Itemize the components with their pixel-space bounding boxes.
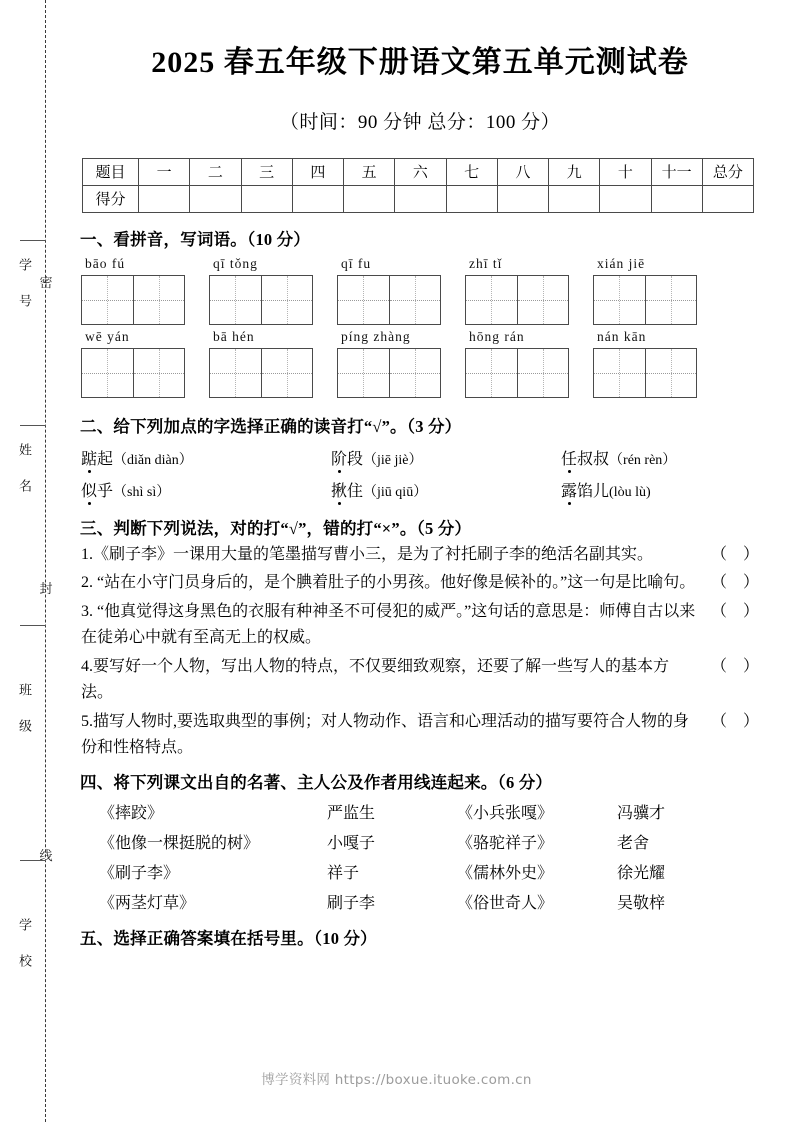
- pronunciation-row-2: [81, 478, 765, 501]
- matching-text-title[interactable]: 《刷子李》: [99, 864, 180, 882]
- tianzige-box[interactable]: [81, 348, 185, 398]
- word-rest: 起: [97, 450, 114, 468]
- field-rule-banji: [20, 625, 46, 626]
- score-input-4[interactable]: [292, 185, 343, 212]
- tianzige-cell[interactable]: [466, 276, 517, 324]
- pinyin-label: píng zhàng: [341, 328, 411, 344]
- pinyin-group: [337, 329, 441, 398]
- judgement-text: 1.《刷子李》一课用大量的笔墨描写曹小三，是为了衬托刷子李的绝活名副其实。: [81, 545, 654, 563]
- section-heading-4: 四、将下列课文出自的名著、主人公及作者用线连起来。（6 分）: [80, 772, 553, 792]
- section-heading-5: 五、选择正确答案填在括号里。（10 分）: [80, 928, 377, 948]
- pinyin-label: qī tǒng: [213, 255, 258, 271]
- seal-char-xian: 线: [39, 848, 53, 863]
- seal-char-feng: 封: [39, 581, 53, 596]
- dotted-char: 揪: [331, 478, 347, 501]
- tianzige-cell[interactable]: [594, 349, 645, 397]
- score-input-9[interactable]: [549, 185, 600, 212]
- pinyin-label: nán kān: [597, 328, 647, 344]
- field-rule-xuehao: [20, 240, 46, 241]
- tianzige-box[interactable]: [337, 348, 441, 398]
- pronunciation-row-1: [81, 446, 765, 469]
- judgement-text: 2. “站在小守门员身后的，是个腆着肚子的小男孩。他好像是候补的。”这一句是比喻句。: [81, 574, 696, 592]
- tianzige-cell[interactable]: [261, 349, 313, 397]
- matching-row: [99, 830, 759, 853]
- score-col-11: 十一: [651, 158, 702, 185]
- pinyin-label: wē yán: [85, 328, 130, 344]
- word-rest: 乎: [97, 482, 114, 500]
- pinyin-group: [465, 329, 569, 398]
- score-input-1[interactable]: [139, 185, 190, 212]
- matching-character[interactable]: 小嘎子: [327, 834, 376, 852]
- tianzige-box[interactable]: [81, 275, 185, 325]
- field-label-xuexiao: 学 校: [17, 918, 32, 971]
- pinyin-label: bā hén: [213, 328, 255, 344]
- pinyin-group: [209, 256, 313, 325]
- judgement-text: 5.描写人物时,要选取典型的事例；对人物动作、语言和心理活动的描写要符合人物的身份和性格特点。: [81, 712, 690, 756]
- word-rest: 住: [347, 482, 364, 500]
- pinyin-label: hōng rán: [469, 328, 525, 344]
- score-col-6: 六: [395, 158, 446, 185]
- word-rest: 叔叔: [577, 450, 610, 468]
- tianzige-cell[interactable]: [338, 276, 389, 324]
- pronunciation-item[interactable]: [81, 446, 331, 469]
- tianzige-cell[interactable]: [645, 349, 697, 397]
- dotted-char: 任: [561, 446, 577, 469]
- score-col-8: 八: [497, 158, 548, 185]
- score-input-7[interactable]: [446, 185, 497, 212]
- score-col-7: 七: [446, 158, 497, 185]
- matching-book[interactable]: 《俗世奇人》: [457, 894, 554, 912]
- seal-margin: [0, 0, 62, 1122]
- pinyin-label: qī fu: [341, 255, 372, 271]
- dotted-char: 露: [561, 478, 577, 501]
- answer-bracket[interactable]: （ ）: [710, 603, 765, 621]
- score-input-3[interactable]: [241, 185, 292, 212]
- section-heading-1: 一、看拼音，写词语。（10 分）: [80, 229, 311, 249]
- footer-watermark: 博学资料网 https://boxue.ituoke.com.cn: [261, 1072, 532, 1088]
- matching-book[interactable]: 《小兵张嘎》: [457, 804, 554, 822]
- answer-bracket[interactable]: （ ）: [710, 712, 765, 730]
- matching-author[interactable]: 吴敬梓: [617, 894, 666, 912]
- pinyin-group: [81, 256, 185, 325]
- tianzige-cell[interactable]: [210, 349, 261, 397]
- matching-text-title[interactable]: 《两茎灯草》: [99, 894, 196, 912]
- judgement-item: [81, 709, 765, 761]
- tianzige-cell[interactable]: [261, 276, 313, 324]
- pinyin-group: [337, 256, 441, 325]
- tianzige-cell[interactable]: [82, 276, 133, 324]
- judgement-text: 4.要写好一个人物，写出人物的特点，不仅要细致观察，还要了解一些写人的基本方法。: [81, 658, 670, 702]
- tianzige-cell[interactable]: [466, 349, 517, 397]
- field-label-xuehao: 学 号: [17, 258, 32, 311]
- score-input-10[interactable]: [600, 185, 651, 212]
- score-row-label-defen: 得分: [83, 185, 139, 212]
- score-col-10: 十: [600, 158, 651, 185]
- pinyin-group: [209, 329, 313, 398]
- pinyin-group: [593, 256, 697, 325]
- pinyin-group: [81, 329, 185, 398]
- seal-dashed-line: [45, 0, 46, 1122]
- field-rule-xuexiao: [20, 860, 46, 861]
- matching-row: [99, 800, 759, 823]
- tianzige-box[interactable]: [593, 348, 697, 398]
- pinyin-writing-block: [81, 256, 765, 398]
- tianzige-cell[interactable]: [389, 349, 441, 397]
- tianzige-box[interactable]: [593, 275, 697, 325]
- matching-row: [99, 860, 759, 883]
- score-input-2[interactable]: [190, 185, 241, 212]
- pronunciation-item[interactable]: [561, 446, 676, 469]
- judgement-text: 3. “他真觉得这身黑色的衣服有种神圣不可侵犯的威严。”这句话的意思是：师傅自古以来在徒弟心中就有至高无上的权威。: [81, 603, 696, 647]
- judgement-block: [81, 542, 765, 761]
- score-input-8[interactable]: [497, 185, 548, 212]
- dotted-char: 踮: [81, 446, 97, 469]
- pronunciation-choice-block: [81, 446, 765, 501]
- tianzige-cell[interactable]: [82, 349, 133, 397]
- dotted-char: 似: [81, 478, 97, 501]
- pronunciation-item[interactable]: [81, 478, 331, 501]
- score-input-6[interactable]: [395, 185, 446, 212]
- matching-author[interactable]: 冯骥才: [617, 804, 666, 822]
- tianzige-cell[interactable]: [517, 349, 569, 397]
- pinyin-row-2: [81, 329, 765, 398]
- table-row: [83, 158, 754, 185]
- tianzige-box[interactable]: [465, 348, 569, 398]
- matching-book[interactable]: 《骆驼祥子》: [457, 834, 554, 852]
- score-input-11[interactable]: [651, 185, 702, 212]
- tianzige-cell[interactable]: [210, 276, 261, 324]
- tianzige-cell[interactable]: [389, 276, 441, 324]
- pinyin-label: zhī tǐ: [469, 255, 503, 271]
- answer-bracket[interactable]: （ ）: [710, 574, 765, 592]
- score-col-4: 四: [292, 158, 343, 185]
- tianzige-cell[interactable]: [133, 276, 185, 324]
- pronunciation-item[interactable]: [331, 478, 561, 501]
- field-label-banji: 班 级: [17, 683, 32, 736]
- pinyin-group: [465, 256, 569, 325]
- section-heading-2: 二、给下列加点的字选择正确的读音打“√”。（3 分）: [80, 416, 462, 436]
- exam-sheet: [62, 0, 793, 1122]
- judgement-item: [81, 654, 765, 706]
- score-col-9: 九: [549, 158, 600, 185]
- matching-character[interactable]: 严监生: [327, 804, 376, 822]
- matching-character[interactable]: 祥子: [327, 864, 360, 882]
- word-rest: 馅儿: [577, 482, 610, 500]
- pinyin-options[interactable]: （shì sì）: [113, 484, 171, 500]
- score-table: [82, 158, 754, 213]
- seal-char-mi: 密: [39, 275, 53, 290]
- judgement-item: [81, 599, 765, 651]
- pronunciation-item[interactable]: [331, 446, 561, 469]
- field-rule-xingming: [20, 425, 46, 426]
- page-subtitle: （时间：90 分钟 总分：100 分）: [279, 111, 561, 133]
- tianzige-cell[interactable]: [645, 276, 697, 324]
- judgement-item: [81, 570, 765, 596]
- tianzige-box[interactable]: [209, 348, 313, 398]
- pinyin-label: xián jiē: [597, 255, 646, 271]
- tianzige-cell[interactable]: [133, 349, 185, 397]
- score-row-label-timu: 题目: [83, 158, 139, 185]
- matching-author[interactable]: 徐光耀: [617, 864, 666, 882]
- matching-row: [99, 890, 759, 913]
- pinyin-label: bāo fú: [85, 255, 126, 271]
- pinyin-row-1: [81, 256, 765, 325]
- tianzige-box[interactable]: [465, 275, 569, 325]
- section-heading-3: 三、判断下列说法，对的打“√”，错的打“×”。（5 分）: [80, 518, 472, 538]
- page-title: 2025 春五年级下册语文第五单元测试卷: [151, 46, 689, 79]
- pinyin-group: [593, 329, 697, 398]
- matching-book[interactable]: 《儒林外史》: [457, 864, 554, 882]
- answer-bracket[interactable]: （ ）: [710, 658, 765, 676]
- matching-text-title[interactable]: 《摔跤》: [99, 804, 164, 822]
- tianzige-box[interactable]: [209, 275, 313, 325]
- matching-block: [99, 800, 759, 913]
- table-row: [83, 185, 754, 212]
- pinyin-options[interactable]: （jiē jiè）: [363, 452, 423, 468]
- field-label-xingming: 姓 名: [17, 443, 32, 496]
- score-col-3: 三: [241, 158, 292, 185]
- matching-character[interactable]: 刷子李: [327, 894, 376, 912]
- pinyin-options[interactable]: (lòu lù): [609, 484, 651, 500]
- pinyin-options[interactable]: （jiū qiū）: [363, 484, 428, 500]
- tianzige-cell[interactable]: [594, 276, 645, 324]
- tianzige-box[interactable]: [337, 275, 441, 325]
- answer-bracket[interactable]: （ ）: [710, 545, 765, 563]
- score-col-total: 总分: [702, 158, 753, 185]
- judgement-item: [81, 542, 765, 568]
- pinyin-options[interactable]: （rén rèn）: [609, 452, 677, 468]
- dotted-char: 阶: [331, 446, 347, 469]
- pronunciation-item[interactable]: [561, 478, 651, 501]
- score-input-total[interactable]: [702, 185, 753, 212]
- matching-text-title[interactable]: 《他像一棵挺脱的树》: [99, 834, 260, 852]
- pinyin-options[interactable]: （diǎn diàn）: [113, 452, 193, 468]
- score-col-2: 二: [190, 158, 241, 185]
- score-input-5[interactable]: [344, 185, 395, 212]
- score-col-5: 五: [344, 158, 395, 185]
- tianzige-cell[interactable]: [517, 276, 569, 324]
- tianzige-cell[interactable]: [338, 349, 389, 397]
- matching-author[interactable]: 老舍: [617, 834, 650, 852]
- score-col-1: 一: [139, 158, 190, 185]
- word-rest: 段: [347, 450, 364, 468]
